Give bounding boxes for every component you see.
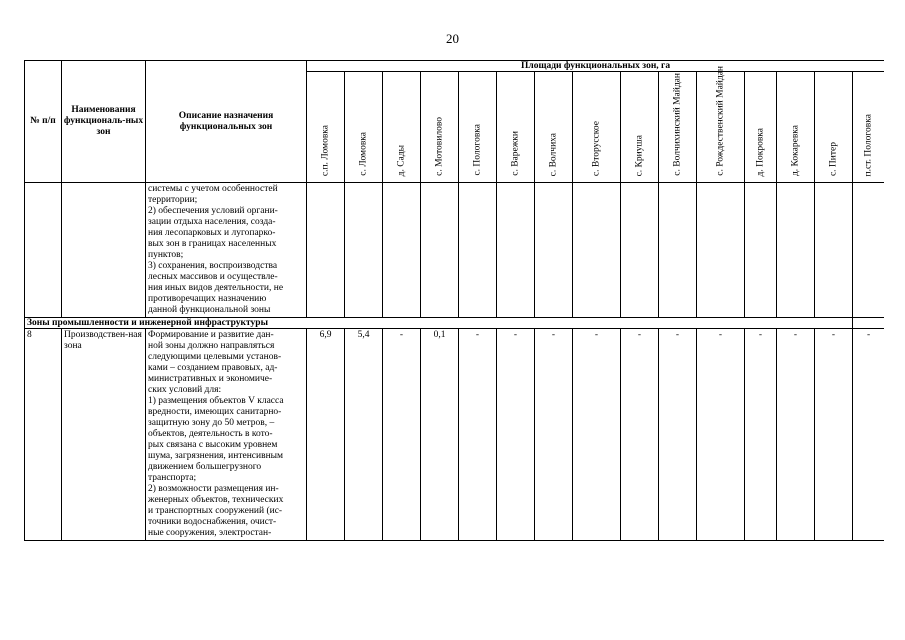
column-header-settlement: [745, 72, 777, 183]
row-description: [146, 329, 307, 541]
area-value-cell: -: [745, 329, 777, 541]
description-line: ной зоны должно направляться: [148, 341, 275, 351]
description-line: ских условий для:: [148, 385, 222, 395]
settlement-label: с. Криуша: [634, 134, 644, 176]
cell-empty: [745, 183, 777, 318]
area-value-cell: -: [853, 329, 885, 541]
column-header-description: Описание назначения функциональных зон: [146, 61, 307, 183]
column-header-settlement: [307, 72, 345, 183]
settlement-label: д. Покровка: [755, 127, 765, 176]
section-row: [25, 318, 885, 329]
description-line: вредности, имеющих санитарно-: [148, 407, 282, 417]
description-line: точники водоснабжения, очист-: [148, 517, 277, 527]
column-header-number: № п/п: [25, 61, 62, 183]
area-value-cell: -: [697, 329, 745, 541]
settlement-label: д. Сады: [396, 144, 406, 176]
description-line: защитную зону до 50 метров, –: [148, 418, 275, 428]
description-line: транспорта;: [148, 473, 197, 483]
settlement-label: с. Ломовка: [358, 132, 368, 176]
settlement-label: с. Питер: [828, 141, 838, 176]
column-header-settlement: [815, 72, 853, 183]
column-header-settlement: [697, 66, 745, 183]
cell-empty: [697, 183, 745, 318]
description-line: ками – созданием правовых, ад-: [148, 363, 278, 373]
area-value-cell: -: [777, 329, 815, 541]
row-number: 8: [25, 329, 62, 541]
column-header-settlement: [345, 72, 383, 183]
description-line: зации отдыха населения, созда-: [148, 217, 276, 227]
cell-empty: [497, 183, 535, 318]
settlement-label: с.п. Ломовка: [320, 124, 330, 176]
cell-empty: [535, 183, 573, 318]
description-line: 3) сохранения, воспроизводства: [148, 261, 278, 271]
cell-empty: [777, 183, 815, 318]
description-line: объектов, деятельность в кото-: [148, 429, 273, 439]
settlement-label: с. Рождественский Майдан: [715, 66, 725, 176]
description-line: ния лесопарковых и лугопарко-: [148, 228, 276, 238]
description-line: и транспортных сооружений (ис-: [148, 506, 283, 516]
functional-zones-table-frame: [24, 60, 884, 579]
cell-empty: [853, 183, 885, 318]
cell-empty: [459, 183, 497, 318]
area-value-cell: 0,1: [421, 329, 459, 541]
functional-zones-table: [24, 60, 884, 541]
header-row-group: [25, 61, 885, 72]
page-number: 20: [446, 31, 459, 46]
settlement-label: д. Кокаревка: [790, 124, 800, 176]
description-line: движением большегрузного: [148, 462, 262, 472]
column-header-settlement: [535, 72, 573, 183]
cell-empty: [307, 183, 345, 318]
area-value-cell: -: [535, 329, 573, 541]
cell-empty: [621, 183, 659, 318]
section-title: Зоны промышленности и инженерной инфраструктуры: [25, 318, 853, 329]
cell-empty: [383, 183, 421, 318]
continuation-description: [146, 183, 307, 318]
cell-empty: [815, 183, 853, 318]
description-line: системы с учетом особенностей: [148, 184, 278, 194]
description-line: территории;: [148, 195, 198, 205]
column-header-zone-name: Наименования функциональ-ных зон: [62, 61, 146, 183]
description-line: женерных объектов, технических: [148, 495, 284, 505]
cell-empty: [853, 318, 885, 329]
description-line: пунктов;: [148, 250, 184, 260]
area-value-cell: -: [621, 329, 659, 541]
area-value-cell: 5,4: [345, 329, 383, 541]
description-line: вых зон в границах населенных: [148, 239, 277, 249]
column-header-settlement: [459, 72, 497, 183]
area-value-cell: -: [459, 329, 497, 541]
area-value-cell: -: [815, 329, 853, 541]
description-line: данной функциональной зоны: [148, 305, 271, 315]
area-value-cell: -: [659, 329, 697, 541]
column-header-settlement: [497, 72, 535, 183]
description-line: лесных массивов и осуществле-: [148, 272, 278, 282]
settlement-label: с. Мотовилово: [434, 117, 444, 176]
column-header-settlement: [853, 72, 885, 183]
description-line: министративных и экономиче-: [148, 374, 273, 384]
description-line: шума, загрязнения, интенсивным: [148, 451, 284, 461]
description-line: противоречащих назначению: [148, 294, 267, 304]
column-header-settlement: [621, 72, 659, 183]
area-value-cell: -: [383, 329, 421, 541]
settlement-label: п.ст. Пологовка: [863, 113, 874, 176]
description-line: 2) возможности размещения ин-: [148, 484, 279, 494]
description-line: следующими целевыми установ-: [148, 352, 282, 362]
settlement-label: с. Пологовка: [472, 124, 482, 176]
continuation-row: [25, 183, 885, 318]
row-zone-name: Производствен-ная зона: [62, 329, 146, 541]
column-header-settlement: [659, 72, 697, 183]
description-line: ния иных видов деятельности, не: [148, 283, 284, 293]
settlement-label: с. Волчиха: [548, 132, 558, 176]
settlement-label: с. Вторусское: [591, 120, 601, 176]
settlement-label: с. Волчихинский Майдан: [672, 73, 682, 176]
cell-empty: [659, 183, 697, 318]
area-value-cell: -: [497, 329, 535, 541]
description-line: ные сооружения, электростан-: [148, 528, 272, 538]
cell-empty: [421, 183, 459, 318]
area-value-cell: -: [573, 329, 621, 541]
description-line: рых связана с высоким уровнем: [148, 440, 278, 450]
column-header-settlement: [573, 72, 621, 183]
column-header-settlement: [421, 72, 459, 183]
settlement-label: с. Варежки: [510, 131, 520, 176]
cell-empty: [345, 183, 383, 318]
column-group-areas: Площади функциональных зон, га: [307, 61, 885, 72]
description-line: 2) обеспечения условий органи-: [148, 206, 278, 216]
cell-empty: [25, 183, 62, 318]
cell-empty: [62, 183, 146, 318]
column-header-settlement: [383, 72, 421, 183]
column-header-settlement: [777, 72, 815, 183]
description-line: 1) размещения объектов V класса: [148, 396, 284, 406]
description-line: Формирование и развитие дан-: [148, 330, 274, 340]
table-row-zone-8: [25, 329, 885, 541]
area-value-cell: 6,9: [307, 329, 345, 541]
cell-empty: [573, 183, 621, 318]
